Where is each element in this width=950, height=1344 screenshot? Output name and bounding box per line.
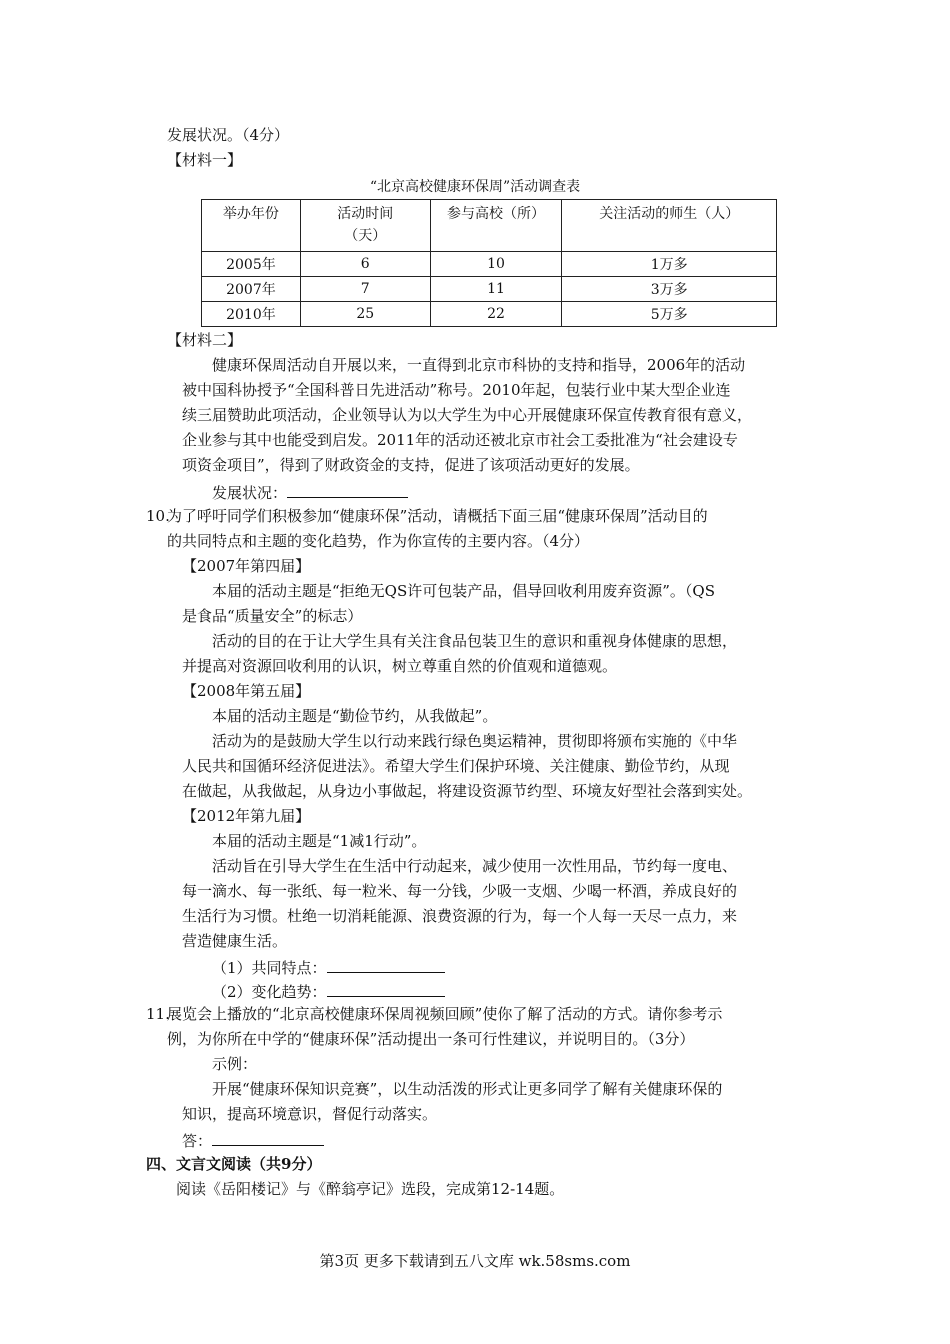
development-label: 发展状况：: [212, 484, 288, 502]
section-2008-line: 本届的活动主题是“勤俭节约，从我做起”。: [212, 707, 498, 725]
q10-number: 10.: [146, 507, 170, 525]
section-2008-label: 【2008年第五届】: [182, 682, 311, 700]
common-features-label: （1）共同特点：: [212, 959, 327, 977]
section-2008-line: 活动为的是鼓励大学生以行动来践行绿色奥运精神，贯彻即将颁布实施的《中华: [212, 732, 738, 750]
table-header-text: 活动时间（天）: [337, 206, 394, 244]
example-line: 知识，提高环境意识，督促行动落实。: [182, 1105, 438, 1123]
section-2008-line: 在做起，从我做起，从身边小事做起，将建设资源节约型、环境友好型社会落到实处。: [182, 782, 753, 800]
table-cell: 1万多: [562, 252, 777, 277]
common-features-answer: [212, 956, 445, 978]
material2-line: 企业参与其中也能受到启发。2011年的活动还被北京市社会工委批准为“社会建设专: [182, 431, 738, 449]
table-title: “北京高校健康环保周”活动调查表: [369, 179, 581, 195]
table-cell: 5万多: [562, 302, 777, 327]
table-row: [202, 252, 777, 277]
change-trend-label: （2）变化趋势：: [212, 983, 327, 1001]
table-header-cell: 举办年份: [202, 200, 301, 252]
table-header-cell: 关注活动的师生（人）: [562, 200, 777, 252]
table-cell: 25: [300, 302, 430, 327]
section-2012-line: 活动旨在引导大学生在生活中行动起来，减少使用一次性用品，节约每一度电、: [212, 857, 738, 875]
table-cell: 10: [430, 252, 562, 277]
q10-line: 为了呼吁同学们积极参加“健康环保”活动，请概括下面三届“健康环保周”活动目的: [167, 507, 708, 525]
page-footer: 第3页 更多下载请到五八文库 wk.58sms.com: [319, 1252, 631, 1270]
lead-fragment: 发展状况。（4分）: [167, 126, 290, 144]
material2-line: 续三届赞助此项活动，企业领导认为以大学生为中心开展健康环保宣传教育很有意义，: [182, 406, 753, 424]
q11-line: 展览会上播放的“北京高校健康环保周视频回顾”使你了解了活动的方式。请你参考示: [167, 1005, 723, 1023]
section-2012-line: 生活行为习惯。杜绝一切消耗能源、浪费资源的行为，每一个人每一天尽一点力，来: [182, 907, 738, 925]
material2-line: 被中国科协授予“全国科普日先进活动”称号。2010年起，包装行业中某大型企业连: [182, 381, 731, 399]
change-trend-answer: [212, 980, 445, 1002]
table-header-row: [202, 200, 777, 252]
table-cell: 2007年: [202, 277, 301, 302]
table-header-cell: [300, 200, 430, 252]
section-2007-label: 【2007年第四届】: [182, 557, 311, 575]
development-answer-blank[interactable]: [287, 481, 408, 498]
material2-label: 【材料二】: [167, 331, 243, 349]
table-cell: 2010年: [202, 302, 301, 327]
table-header-cell: 参与高校（所）: [430, 200, 562, 252]
example-label: 示例：: [212, 1055, 258, 1073]
section-2007-line: 并提高对资源回收利用的认识，树立尊重自然的价值观和道德观。: [182, 657, 618, 675]
table-cell: 11: [430, 277, 562, 302]
example-line: 开展“健康环保知识竞赛”，以生动活泼的形式让更多同学了解有关健康环保的: [212, 1080, 723, 1098]
table-cell: 6: [300, 252, 430, 277]
q11-answer-blank[interactable]: [212, 1129, 324, 1146]
material2-line: 项资金项目”，得到了财政资金的支持，促进了该项活动更好的发展。: [182, 456, 640, 474]
table-row: [202, 302, 777, 327]
section4-instruction: 阅读《岳阳楼记》与《醉翁亭记》选段，完成第12-14题。: [176, 1180, 565, 1198]
table-cell: 7: [300, 277, 430, 302]
section-2012-line: 每一滴水、每一张纸、每一粒米、每一分钱，少吸一支烟、少喝一杯酒，养成良好的: [182, 882, 738, 900]
common-features-blank[interactable]: [327, 956, 445, 973]
section-2012-line: 营造健康生活。: [182, 932, 288, 950]
q11-line: 例，为你所在中学的“健康环保”活动提出一条可行性建议，并说明目的。（3分）: [167, 1030, 695, 1048]
section-2012-label: 【2012年第九届】: [182, 807, 311, 825]
survey-table: [201, 199, 777, 327]
section-2008-line: 人民共和国循环经济促进法》。希望大学生们保护环境、关注健康、勤俭节约，从现: [182, 757, 730, 775]
section-2007-line: 活动的目的在于让大学生具有关注食品包装卫生的意识和重视身体健康的思想，: [212, 632, 738, 650]
q10-line: 的共同特点和主题的变化趋势，作为你宣传的主要内容。（4分）: [167, 532, 590, 550]
table-cell: 22: [430, 302, 562, 327]
change-trend-blank[interactable]: [327, 980, 445, 997]
section-2007-line: 是食品“质量安全”的标志）: [182, 607, 363, 625]
q11-answer-label: 答：: [182, 1132, 213, 1150]
q11-answer: [182, 1129, 324, 1151]
material2-line: 健康环保周活动自开展以来，一直得到北京市科协的支持和指导，2006年的活动: [212, 356, 746, 374]
section-2007-line: 本届的活动主题是“拒绝无QS许可包装产品，倡导回收利用废弃资源”。（QS: [212, 582, 715, 600]
material1-label: 【材料一】: [167, 151, 243, 169]
section4-heading: 四、文言文阅读（共9分）: [146, 1155, 322, 1173]
table-row: [202, 277, 777, 302]
table-cell: 3万多: [562, 277, 777, 302]
section-2012-line: 本届的活动主题是“1减1行动”。: [212, 832, 427, 850]
q11-number: 11.: [146, 1005, 170, 1023]
table-cell: 2005年: [202, 252, 301, 277]
development-answer: [212, 481, 408, 503]
